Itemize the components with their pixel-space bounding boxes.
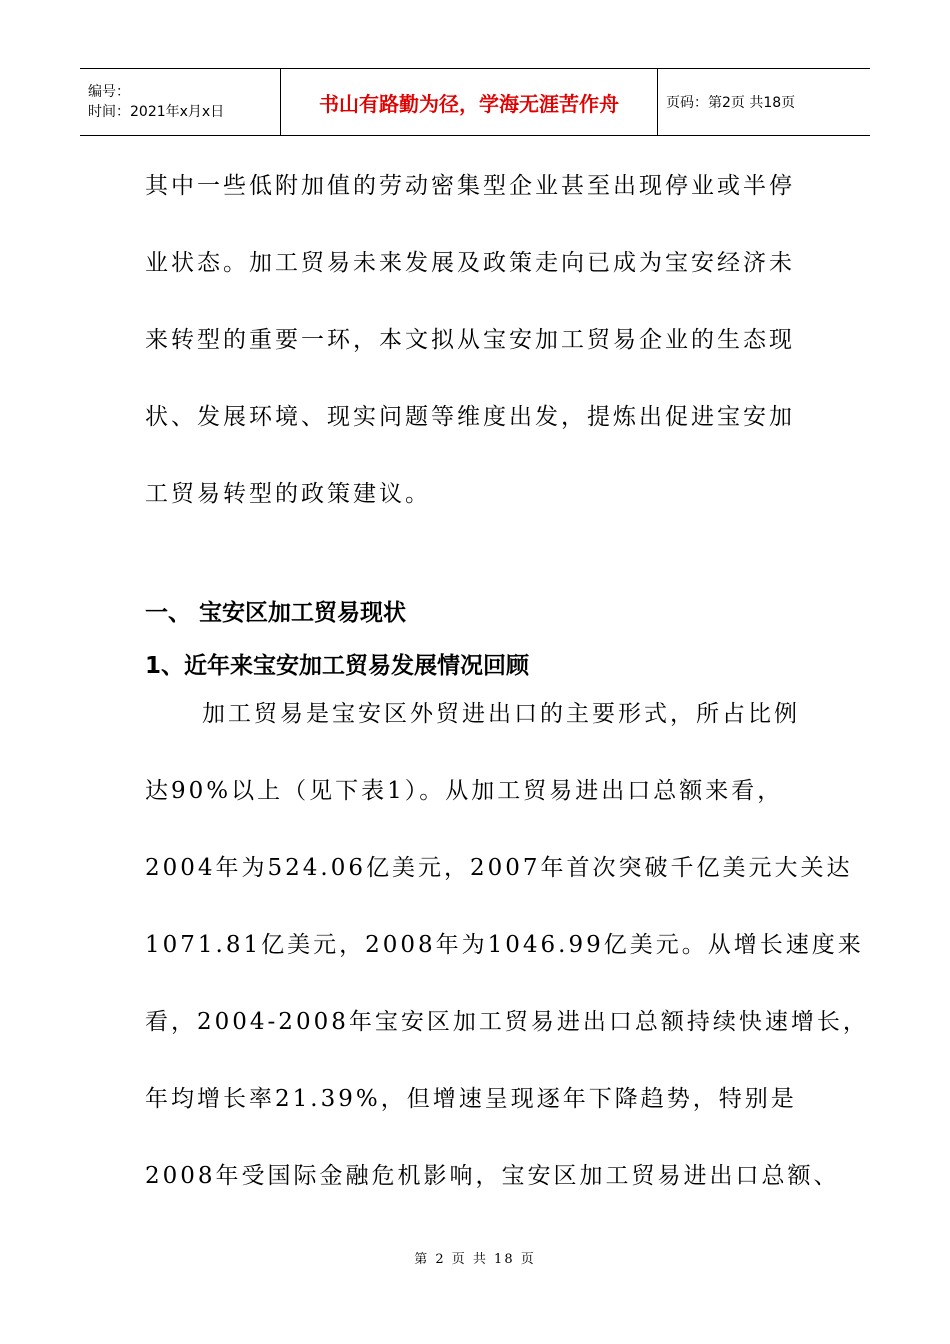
page-footer: 第 2 页 共 18 页 <box>414 1252 536 1267</box>
paragraph-line: 2004年为524.06亿美元，2007年首次突破千亿美元大关达 <box>145 855 853 881</box>
paragraph-line: 达90%以上（见下表1）。从加工贸易进出口总额来看， <box>145 778 784 804</box>
paragraph-line: 工贸易转型的政策建议。 <box>145 481 431 507</box>
paragraph-line: 看，2004-2008年宝安区加工贸易进出口总额持续快速增长， <box>145 1009 869 1035</box>
paragraph-line: 业状态。加工贸易未来发展及政策走向已成为宝安经济未 <box>145 250 795 276</box>
subsection-heading: 1、近年来宝安加工贸易发展情况回顾 <box>145 653 530 679</box>
paragraph-line: 其中一些低附加值的劳动密集型企业甚至出现停业或半停 <box>145 173 795 199</box>
header-motto: 书山有路勤为径，学海无涯苦作舟 <box>281 69 658 135</box>
paragraph-line: 状、发展环境、现实问题等维度出发，提炼出促进宝安加 <box>145 404 795 430</box>
paragraph-line: 加工贸易是宝安区外贸进出口的主要形式，所占比例 <box>202 701 800 727</box>
paragraph-line: 1071.81亿美元，2008年为1046.99亿美元。从增长速度来 <box>145 932 864 958</box>
section-heading: 一、 宝安区加工贸易现状 <box>145 600 407 626</box>
document-number-label: 编号： <box>88 84 130 100</box>
document-date: 时间：2021年x月x日 <box>88 104 225 120</box>
page-header <box>80 68 870 136</box>
paragraph-line: 2008年受国际金融危机影响，宝安区加工贸易进出口总额、 <box>145 1163 840 1189</box>
paragraph-line: 来转型的重要一环，本文拟从宝安加工贸易企业的生态现 <box>145 327 795 353</box>
header-meta <box>80 69 281 135</box>
header-page-info: 页码：第2页 共18页 <box>666 95 796 111</box>
paragraph-line: 年均增长率21.39%，但增速呈现逐年下降趋势，特别是 <box>145 1086 797 1112</box>
